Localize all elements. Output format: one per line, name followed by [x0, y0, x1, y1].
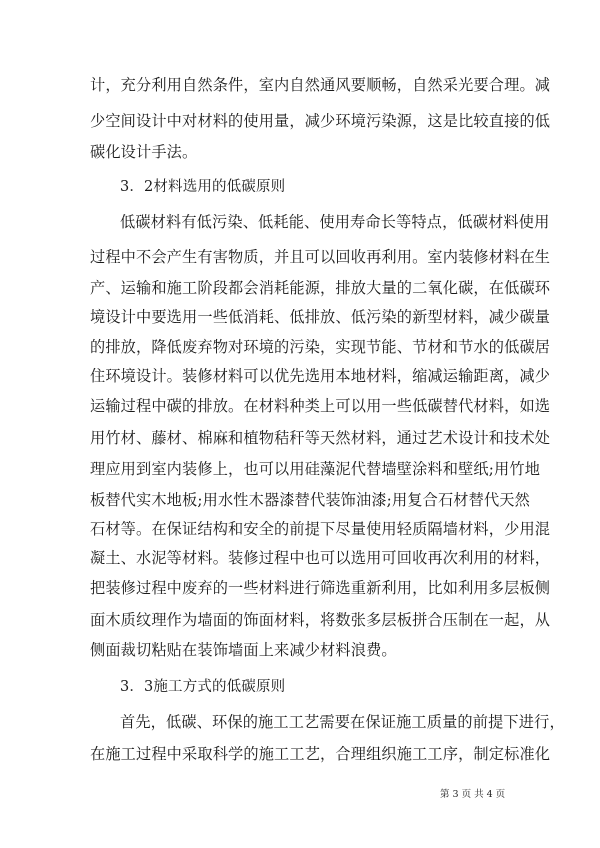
body-line: 运输过程中碳的排放。在材料种类上可以用一些低碳替代材料，如选 [90, 397, 551, 415]
page-number-footer: 第 3 页 共 4 页 [440, 789, 506, 800]
section-heading: 3．3施工方式的低碳原则 [120, 679, 286, 695]
body-line: 板替代实木地板;用水性木器漆替代装饰油漆;用复合石材替代天然 [90, 491, 530, 509]
body-line: 过程中不会产生有害物质，并且可以回收再利用。室内装修材料在生 [90, 248, 551, 266]
paragraph-first-line: 低碳材料有低污染、低耗能、使用寿命长等特点，低碳材料使用 [120, 213, 550, 231]
paragraph-first-line: 首先，低碳、环保的施工工艺需要在保证施工质量的前提下进行， [120, 713, 565, 731]
body-line: 在施工过程中采取科学的施工工艺，合理组织施工工序，制定标准化 [90, 745, 551, 763]
body-line: 侧面裁切粘贴在装饰墙面上来减少材料浪费。 [90, 641, 397, 659]
body-line: 住环境设计。装修材料可以优先选用本地材料，缩减运输距离，减少 [90, 367, 551, 385]
body-line: 计，充分利用自然条件，室内自然通风要顺畅，自然采光要合理。减 [90, 76, 551, 94]
body-line: 理应用到室内装修上，也可以用硅藻泥代替墙壁涂料和壁纸;用竹地 [90, 460, 541, 478]
body-line: 把装修过程中废弃的一些材料进行筛选重新利用，比如利用多层板侧 [90, 579, 551, 597]
body-line: 的排放，降低废弃物对环境的污染，实现节能、节材和节水的低碳居 [90, 338, 551, 356]
body-line: 用竹材、藤材、棉麻和植物秸秆等天然材料，通过艺术设计和技术处 [90, 429, 551, 447]
body-line: 凝土、水泥等材料。装修过程中也可以选用可回收再次利用的材料， [90, 549, 551, 567]
body-line: 石材等。在保证结构和安全的前提下尽量使用轻质隔墙材料，少用混 [90, 520, 551, 538]
body-line: 少空间设计中对材料的使用量，减少环境污染源，这是比较直接的低 [90, 112, 551, 130]
body-line: 碳化设计手法。 [90, 143, 198, 161]
section-heading: 3．2材料选用的低碳原则 [120, 179, 286, 195]
body-line: 面木质纹理作为墙面的饰面材料，将数张多层板拼合压制在一起，从 [90, 611, 551, 629]
body-line: 产、运输和施工阶段都会消耗能源，排放大量的二氧化碳，在低碳环 [90, 279, 551, 297]
body-line: 境设计中要选用一些低消耗、低排放、低污染的新型材料，减少碳量 [90, 308, 551, 326]
